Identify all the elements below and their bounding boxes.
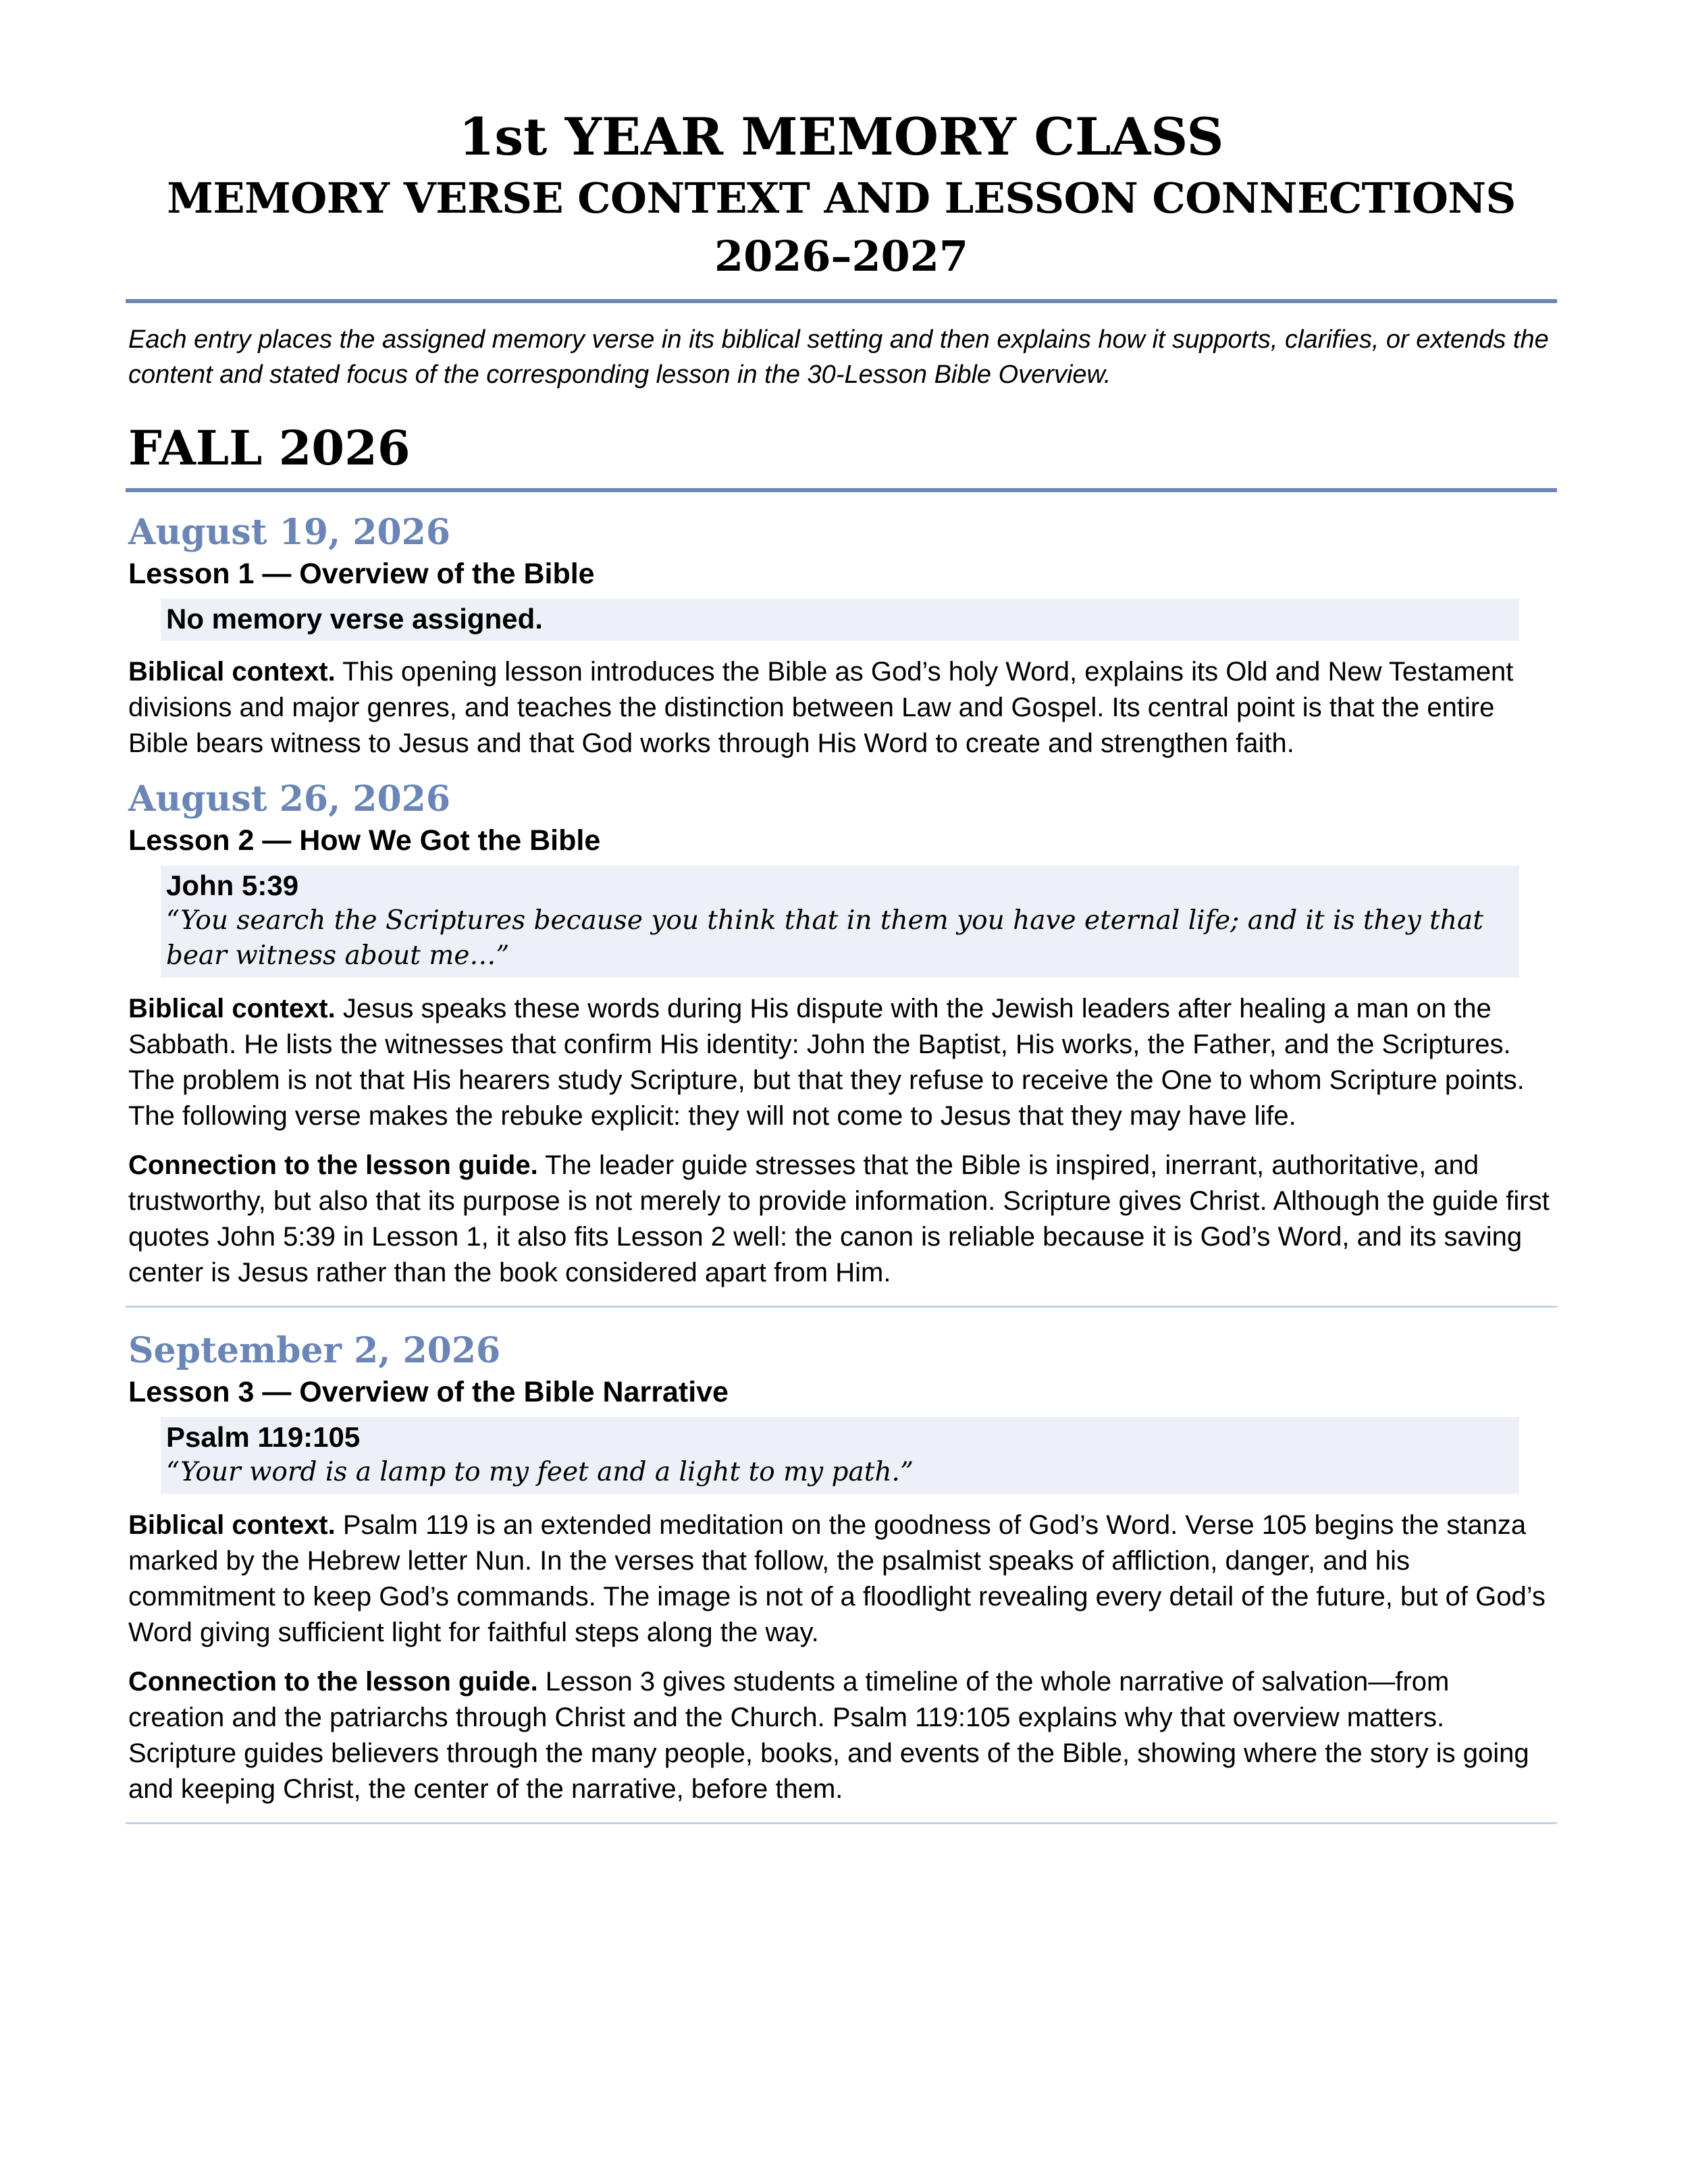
biblical-context-paragraph (128, 991, 1550, 1134)
verse-reference: No memory verse assigned. (166, 603, 543, 635)
biblical-context-text: This opening lesson introduces the Bible as God’s holy Word, explains its Old and New Testament divisions and major genres, and teaches the distinction between Law and Gospel. Its central point is that the entire Bible bears witness to Jesus and that God works through His Word to create and strengthen faith. (128, 657, 1514, 758)
verse-reference: Psalm 119:105 (166, 1421, 361, 1453)
lesson-connection-text: The leader guide stresses that the Bible is inspired, inerrant, authoritative, and trustworthy, but also that its purpose is not merely to provide information. Scripture gives Christ. Although the guide first quotes John 5:39 in Lesson 1, it also fits Lesson 2 well: the canon is reliable because it is God’s Word, and its saving center is Jesus rather than the book considered apart from Him. (128, 1150, 1550, 1287)
season-heading: FALL 2026 (128, 420, 411, 476)
memory-verse-box (161, 599, 1519, 641)
lesson-title: Lesson 2 — How We Got the Bible (128, 824, 601, 857)
document-title (126, 105, 1557, 286)
lesson-connection-paragraph (128, 1664, 1550, 1807)
verse-text: “Your word is a lamp to my feet and a light to my path.” (166, 1457, 914, 1487)
biblical-context-label: Biblical context. (128, 1510, 336, 1540)
lesson-connection-label: Connection to the lesson guide. (128, 1667, 538, 1697)
lesson-connection-label: Connection to the lesson guide. (128, 1150, 538, 1180)
biblical-context-label: Biblical context. (128, 994, 336, 1023)
entry-date: August 26, 2026 (128, 778, 451, 820)
biblical-context-text: Psalm 119 is an extended meditation on the goodness of God’s Word. Verse 105 begins the stanza marked by the Hebrew letter Nun. In the verses that follow, the psalmist speaks of affliction, danger, and his commitment to keep God’s commands. The image is not of a floodlight revealing every detail of the future, but of God’s Word giving sufficient light for faithful steps along the way. (128, 1510, 1546, 1647)
lesson-title: Lesson 3 — Overview of the Bible Narrative (128, 1376, 729, 1408)
title-divider (126, 299, 1557, 303)
biblical-context-label: Biblical context. (128, 657, 336, 687)
memory-verse-box (161, 1417, 1519, 1494)
intro-paragraph: Each entry places the assigned memory verse in its biblical setting and then explains how it supports, clarifies, or extends the content and stated focus of the corresponding lesson in the 30-Lesson Bible Overview. (128, 325, 1549, 389)
entry-divider (126, 1822, 1557, 1824)
lesson-connection-text: Lesson 3 gives students a timeline of the whole narrative of salvation—from creation and the patriarchs through Christ and the Church. Psalm 119:105 explains why that overview matters. Scripture guides believers through the many people, books, and events of the Bible, showing where the story is going and keeping Christ, the center of the narrative, before them. (128, 1667, 1529, 1804)
biblical-context-text: Jesus speaks these words during His dispute with the Jewish leaders after healing a man on the Sabbath. He lists the witnesses that confirm His identity: John the Baptist, His works, the Father, and the Scriptures. The problem is not that His hearers study Scripture, but that they refuse to receive the One to whom Scripture points. The following verse makes the rebuke explicit: they will not come to Jesus that they may have life. (128, 994, 1525, 1131)
lesson-title: Lesson 1 — Overview of the Bible (128, 558, 595, 590)
lesson-entry (126, 776, 1557, 1308)
entry-date: September 2, 2026 (128, 1330, 501, 1371)
memory-verse-box (161, 865, 1519, 978)
biblical-context-paragraph (128, 654, 1550, 762)
title-line-1: 1st YEAR MEMORY CLASS (458, 107, 1224, 167)
verse-reference: John 5:39 (166, 870, 299, 901)
entry-divider (126, 1306, 1557, 1308)
verse-text: “You search the Scriptures because you think that in them you have eternal life; and it is they that bear witness about me…” (166, 905, 1483, 971)
lesson-entry (126, 510, 1557, 762)
lesson-connection-paragraph (128, 1148, 1550, 1291)
page-content (126, 105, 1557, 1824)
title-line-3: 2026–2027 (714, 232, 969, 281)
season-divider (126, 488, 1557, 492)
lesson-entry (126, 1328, 1557, 1824)
biblical-context-paragraph (128, 1508, 1550, 1651)
entry-date: August 19, 2026 (128, 512, 451, 553)
title-line-2: MEMORY VERSE CONTEXT AND LESSON CONNECTIONS (167, 174, 1516, 223)
